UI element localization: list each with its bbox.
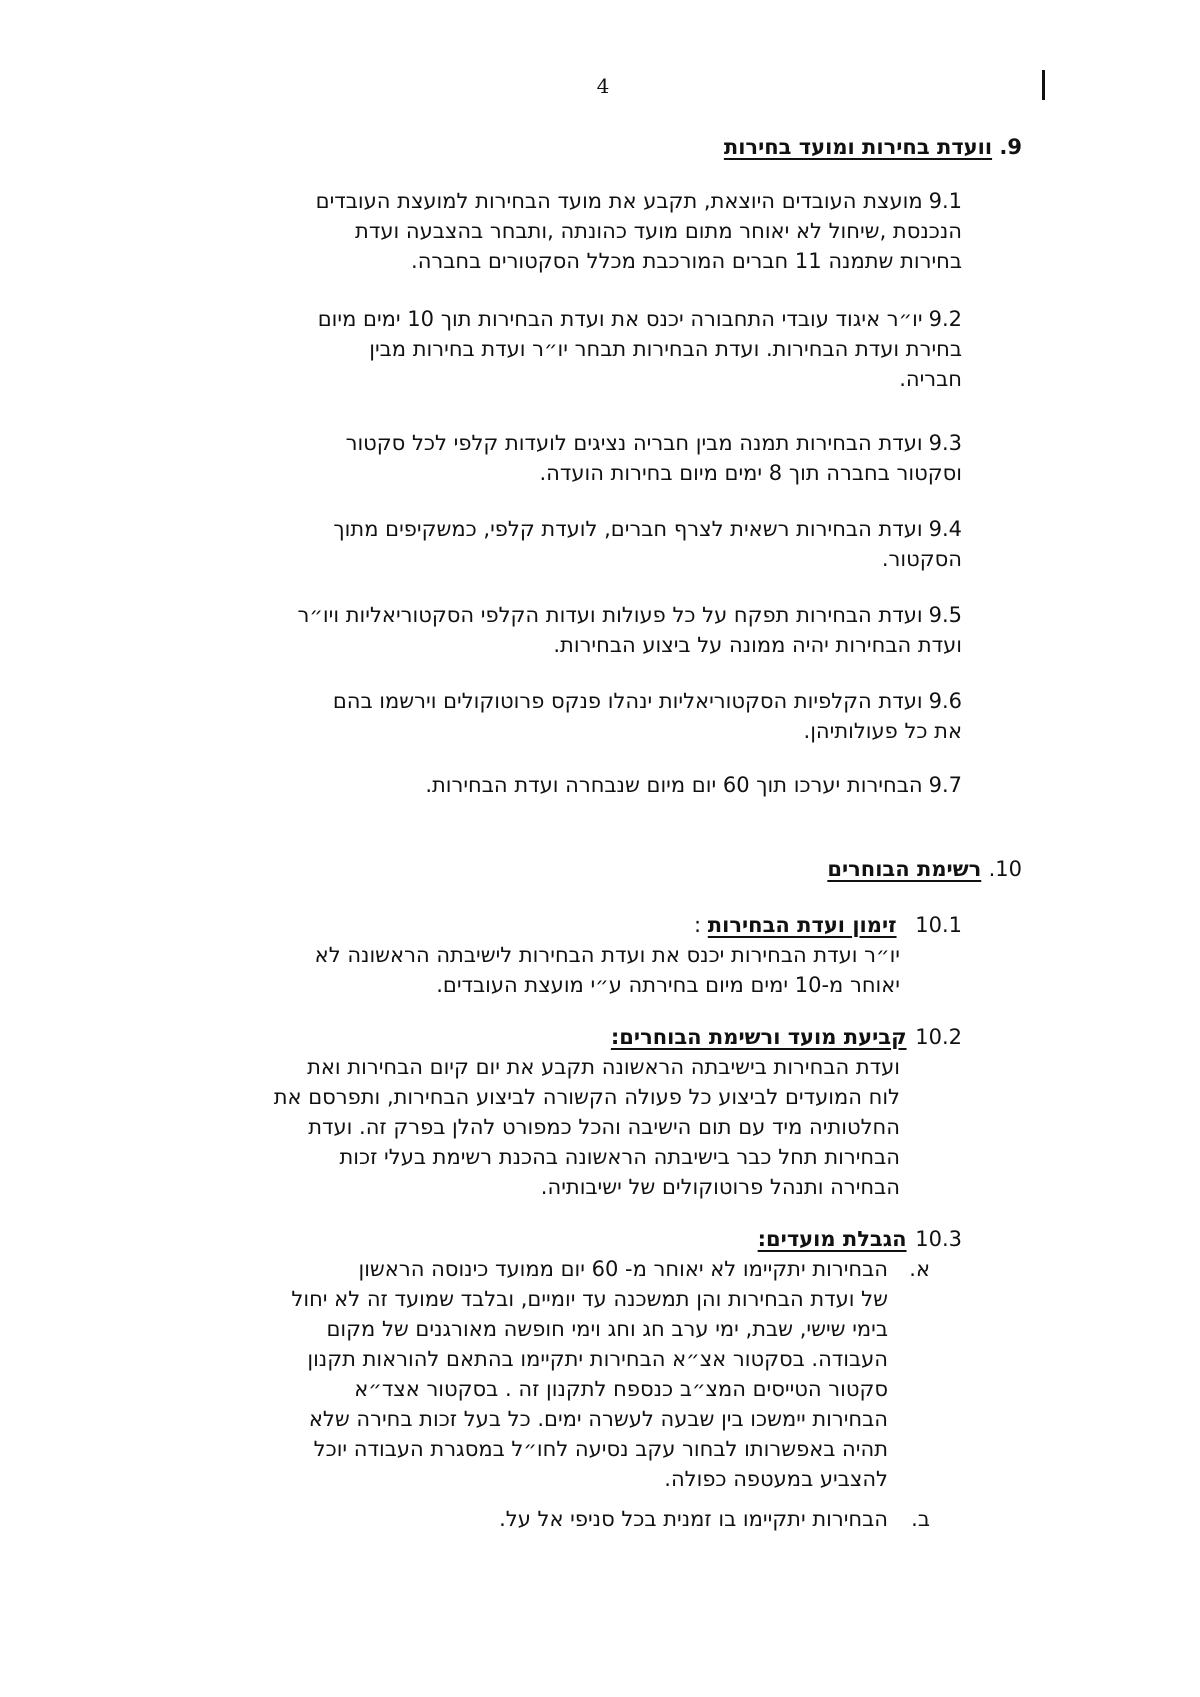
clause-line: ועדת הבחירות רשאית לצרף חברים, לועדת קלפי, כמשקיפים מתוך [333, 517, 923, 541]
clause-number: 9.3 [928, 431, 962, 455]
subsection-10-1-heading [694, 910, 962, 940]
body-line: העבודה. בסקטור אצ״א הבחירות יתקיימו בהתאם להוראות תקנון [307, 1347, 888, 1371]
body-line: הבחירות יתקיימו בו זמנית בכל סניפי אל על. [499, 1507, 888, 1531]
subsection-10-3-heading [758, 1224, 962, 1254]
clause-line: ועדת הבחירות תפקח על כל פעולות ועדות הקלפי הסקטוריאליות ויו״ר [297, 603, 923, 627]
section-9-number: 9. [999, 135, 1022, 159]
body-line: של ועדת הבחירות והן תמשכנה עד יומיים, ובלבד שמועד זה לא יחול [291, 1287, 888, 1311]
clause-9-3 [182, 428, 962, 488]
clause-line: חבריה. [899, 367, 962, 391]
clause-line: בחירות שתמנה 11 חברים המורכבת מכלל הסקטורים בחברה. [411, 249, 962, 273]
section-10-title: רשימת הבוחרים [827, 857, 982, 881]
list-text [140, 1254, 888, 1494]
clause-number: 9.1 [928, 189, 962, 213]
body-line: הבחירות יתקיימו לא יאוחר מ- 60 יום ממועד כינוסה הראשון [358, 1257, 888, 1281]
subsection-number: 10.1 [915, 913, 962, 937]
body-line: הבחירות תחל כבר בישיבתה הראשונה בהכנת רשימת בעלי זכות [339, 1145, 900, 1169]
list-item-b [140, 1504, 930, 1534]
body-line: להצביע במעטפה כפולה. [664, 1467, 888, 1491]
body-line: הבחירות יימשכו בין שבעה לעשרה ימים. כל בעל זכות בחירה שלא [308, 1407, 888, 1431]
clause-line: ועדת הבחירות יהיה ממונה על ביצוע הבחירות. [553, 633, 962, 657]
clause-line: הנכנסת ,שיחול לא יאוחר מתום מועד כהונתה ,ותבחר בהצבעה ועדת [355, 219, 962, 243]
clause-9-4 [182, 514, 962, 574]
body-line: בימי שישי, שבת, ימי ערב חג וחג וימי חופשה מאורגנים של מקום [326, 1317, 888, 1341]
section-9-heading [724, 132, 1022, 162]
body-line: תהיה באפשרותו לבחור עקב נסיעה לחו״ל במסגרת העבודה יוכל [313, 1437, 888, 1461]
clause-9-6 [182, 686, 962, 746]
subsection-title: קביעת מועד ורשימת הבוחרים: [610, 1025, 907, 1049]
clause-line: בחירת ועדת הבחירות. ועדת הבחירות תבחר יו״ר ועדת בחירות מבין [369, 337, 962, 361]
clause-line: יו״ר איגוד עובדי התחבורה יכנס את ועדת הבחירות תוך 10 ימים מיום [317, 307, 923, 331]
body-line: יאוחר מ-10 ימים מיום בחירתה ע״י מועצת העובדים. [436, 973, 900, 997]
page-number: 4 [596, 74, 610, 98]
section-10-number: 10. [988, 857, 1022, 881]
clause-9-7 [182, 770, 962, 800]
clause-line: ועדת הבחירות תמנה מבין חבריה נציגים לועדות קלפי לכל סקטור [345, 431, 923, 455]
clause-9-5 [182, 600, 962, 660]
list-letter: ב. [911, 1507, 930, 1531]
subsection-title: הגבלת מועדים: [757, 1227, 907, 1251]
subsection-10-2-body [274, 1052, 900, 1202]
clause-line: מועצת העובדים היוצאת, תקבע את מועד הבחירות למועצת העובדים [315, 189, 923, 213]
clause-number: 9.2 [928, 307, 962, 331]
clause-9-1 [182, 186, 962, 276]
subsection-number: 10.2 [915, 1025, 962, 1049]
section-9-title: וועדת בחירות ומועד בחירות [723, 135, 993, 159]
list-item-a [140, 1254, 930, 1494]
subsection-number: 10.3 [915, 1227, 962, 1251]
subsection-10-2-heading [611, 1022, 962, 1052]
section-10-heading [827, 854, 1022, 884]
clause-line: וסקטור בחברה תוך 8 ימים מיום בחירות הועדה. [539, 461, 962, 485]
clause-line: הסקטור. [881, 547, 962, 571]
clause-line: את כל פעולותיהן. [803, 719, 962, 743]
clause-line: ועדת הקלפיות הסקטוריאליות ינהלו פנקס פרוטוקולים וירשמו בהם [332, 689, 923, 713]
clause-number: 9.5 [928, 603, 962, 627]
body-line: לוח המועדים לביצוע כל פעולה הקשורה לביצוע הבחירות, ותפרסם את [273, 1085, 900, 1109]
list-letter: א. [909, 1257, 930, 1281]
clause-number: 9.4 [928, 517, 962, 541]
body-line: סקטור הטייסים המצ״ב כנספח לתקנון זה . בסקטור אצד״א [354, 1377, 888, 1401]
subsection-10-1-body [315, 940, 900, 1000]
body-line: יו״ר ועדת הבחירות יכנס את ועדת הבחירות לישיבתה הראשונה לא [314, 943, 900, 967]
clause-number: 9.6 [928, 689, 962, 713]
margin-change-bar [1042, 70, 1045, 100]
clause-number: 9.7 [928, 773, 962, 797]
list-text [140, 1504, 888, 1534]
subsection-colon: : [694, 913, 702, 937]
body-line: החלטותיה מיד עם תום הישיבה והכל כמפורט להלן בפרק זה. ועדת [308, 1115, 900, 1139]
subsection-title: זימון ועדת הבחירות [707, 913, 897, 937]
body-line: ועדת הבחירות בישיבתה הראשונה תקבע את יום קיום הבחירות ואת [307, 1055, 900, 1079]
body-line: הבחירה ותנהל פרוטוקולים של ישיבותיה. [540, 1175, 900, 1199]
clause-line: הבחירות יערכו תוך 60 יום מיום שנבחרה ועדת הבחירות. [425, 773, 923, 797]
clause-9-2 [182, 304, 962, 394]
